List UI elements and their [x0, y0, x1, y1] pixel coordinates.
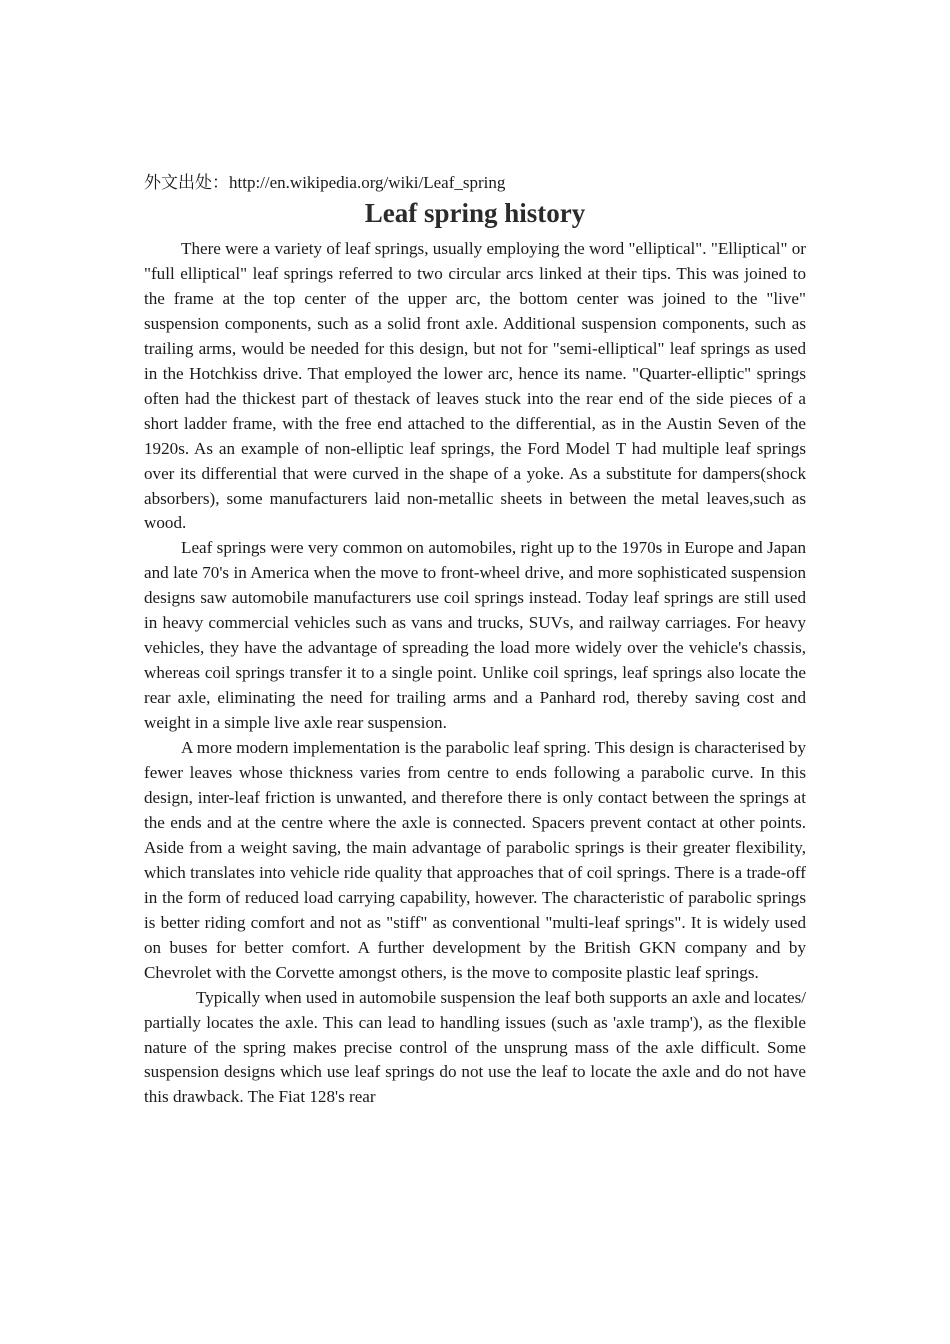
paragraph-elliptical-springs: There were a variety of leaf springs, usually employing the word "elliptical". "Elliptical" or "full elliptical" leaf springs referred to two circular arcs linked at their tips. This was joined to the frame at the top center of the upper arc, the bottom center was joined to the "live" suspension components, such as a solid front axle. Additional suspension components, such as trailing arms, would be needed for this design, but not for "semi-elliptical" leaf springs as used in the Hotchkiss drive. That employed the lower arc, hence its name. "Quarter-elliptic" springs often had the thickest part of thestack of leaves stuck into the rear end of the side pieces of a short ladder frame, with the free end attached to the differential, as in the Austin Seven of the 1920s. As an example of non-elliptic leaf springs, the Ford Model T had multiple leaf springs over its differential that were curved in the shape of a yoke. As a substitute for dampers(shock absorbers), some manufacturers laid non-metallic sheets in between the metal leaves,such as wood.	[144, 239, 806, 533]
paragraph-automobile-usage: Leaf springs were very common on automobiles, right up to the 1970s in Europe and Japan and late 70's in America when the move to front-wheel drive, and more sophisticated suspension designs saw automobile manufacturers use coil springs instead. Today leaf springs are still used in heavy commercial vehicles such as vans and trucks, SUVs, and railway carriages. For heavy vehicles, they have the advantage of spreading the load more widely over the vehicle's chassis, whereas coil springs transfer it to a single point. Unlike coil springs, leaf springs also locate the rear axle, eliminating the need for trailing arms and a Panhard rod, thereby saving cost and weight in a simple live axle rear suspension.	[144, 538, 806, 733]
paragraph-axle-location: Typically when used in automobile suspension the leaf both supports an axle and locates/ partially locates the axle. This can lead to handling issues (such as 'axle tramp'), as the flexible nature of the spring makes precise control of the unsprung mass of the axle difficult. Some suspension designs which use leaf springs do not use the leaf to locate the axle and do not have this drawback. The Fiat 128's rear	[144, 987, 806, 1107]
document-page	[144, 170, 806, 1110]
document-title: Leaf spring history	[364, 198, 586, 228]
paragraph-parabolic-spring: A more modern implementation is the parabolic leaf spring. This design is characterised by fewer leaves whose thickness varies from centre to ends following a parabolic curve. In this design, inter-leaf friction is unwanted, and therefore there is only contact between the springs at the ends and at the centre where the axle is connected. Spacers prevent contact at other points. Aside from a weight saving, the main advantage of parabolic springs is their greater flexibility, which translates into vehicle ride quality that approaches that of coil springs. There is a trade-off in the form of reduced load carrying capability, however. The characteristic of parabolic springs is better riding comfort and not as "stiff" as conventional "multi-leaf springs". It is widely used on buses for better comfort. A further development by the British GKN company and by Chevrolet with the Corvette amongst others, is the move to composite plastic leaf springs.	[144, 738, 806, 982]
source-line: 外文出处：http://en.wikipedia.org/wiki/Leaf_spring	[144, 173, 506, 192]
